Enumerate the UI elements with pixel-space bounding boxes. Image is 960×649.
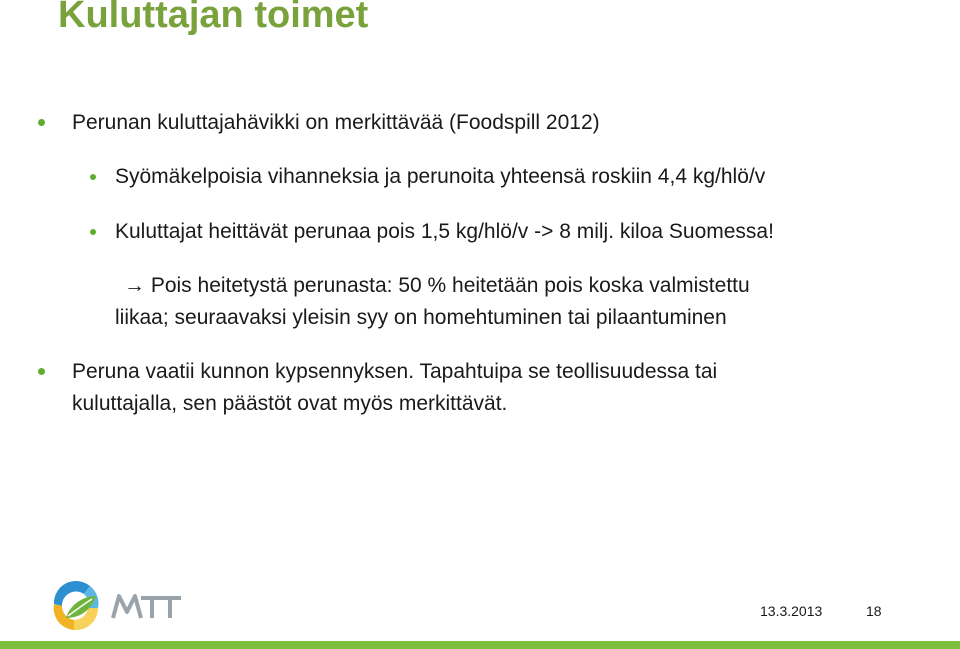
arrow-item-line1 — [124, 270, 750, 302]
mtt-logo-icon — [44, 574, 106, 634]
slide-title: Kuluttajan toimet — [58, 0, 369, 36]
bullet-item-line1: Peruna vaatii kunnon kypsennyksen. Tapahtuipa se teollisuudessa tai — [72, 360, 718, 383]
bullet-dot — [90, 174, 96, 180]
bullet-item-line2: kuluttajalla, sen päästöt ovat myös merkittävät. — [72, 392, 508, 415]
bullet-item: Perunan kuluttajahävikki on merkittävää (Foodspill 2012) — [72, 111, 600, 134]
footer-date: 13.3.2013 — [760, 603, 823, 619]
page-number: 18 — [866, 603, 882, 619]
arrow-icon: → — [124, 274, 145, 297]
bullet-item: Syömäkelpoisia vihanneksia ja perunoita yhteensä roskiin 4,4 kg/hlö/v — [115, 165, 766, 188]
bullet-dot — [38, 368, 45, 375]
arrow-item-line2: liikaa; seuraavaksi yleisin syy on homehtuminen tai pilaantuminen — [115, 306, 727, 329]
arrow-item-text: Pois heitetystä perunasta: 50 % heitetään pois koska valmistettu — [145, 274, 750, 297]
bullet-dot — [90, 229, 96, 235]
bottom-accent-bar — [0, 641, 960, 649]
mtt-wordmark — [111, 588, 183, 622]
bullet-dot — [38, 119, 45, 126]
bullet-item: Kuluttajat heittävät perunaa pois 1,5 kg/hlö/v -> 8 milj. kiloa Suomessa! — [115, 220, 774, 243]
